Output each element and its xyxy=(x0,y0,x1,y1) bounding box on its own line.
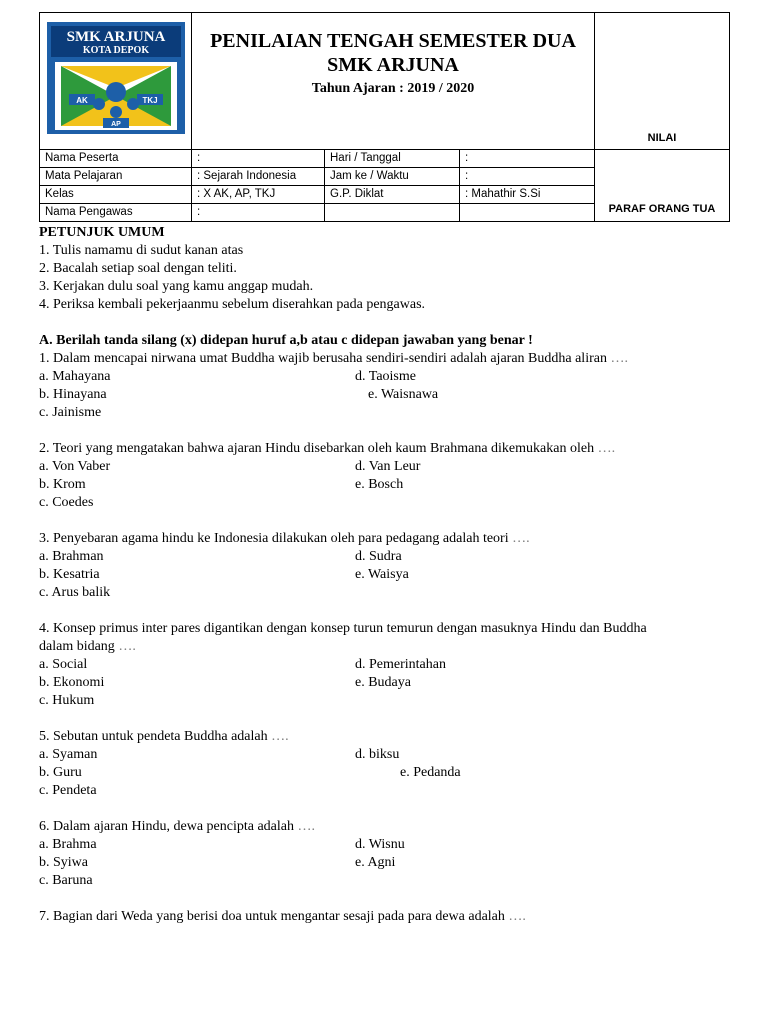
option: d. Sudra xyxy=(355,549,402,564)
question-7: 7. Bagian dari Weda yang berisi doa untuk mengantar sesaji pada para dewa adalah …. xyxy=(39,909,526,924)
petunjuk-title: PETUNJUK UMUM xyxy=(39,225,165,240)
paraf-label: PARAF ORANG TUA xyxy=(608,203,716,215)
option: d. Taoisme xyxy=(355,369,416,384)
petunjuk-item: 3. Kerjakan dulu soal yang kamu anggap mudah. xyxy=(39,279,314,294)
title-cell xyxy=(192,13,595,150)
option: a. Von Vaber xyxy=(39,459,111,474)
option: b. Guru xyxy=(39,765,82,780)
value-nama-peserta: : xyxy=(192,150,325,168)
paraf-cell xyxy=(595,150,730,222)
school-logo xyxy=(47,22,185,134)
value-mata-pelajaran: : Sejarah Indonesia xyxy=(192,168,325,186)
nilai-cell xyxy=(595,13,730,150)
option: c. Hukum xyxy=(39,693,95,708)
value-kelas: : X AK, AP, TKJ xyxy=(192,186,325,204)
petunjuk-item: 1. Tulis namamu di sudut kanan atas xyxy=(39,243,244,258)
logo-city: KOTA DEPOK xyxy=(82,45,149,56)
option: c. Arus balik xyxy=(39,585,111,600)
option: a. Syaman xyxy=(39,747,98,762)
petunjuk-item: 2. Bacalah setiap soal dengan teliti. xyxy=(39,261,237,276)
question-4: 4. Konsep primus inter pares digantikan dengan konsep turun temurun dengan masuknya Hindu dan Buddha xyxy=(39,621,647,636)
option: d. Van Leur xyxy=(355,459,421,474)
label-gp-diklat: G.P. Diklat xyxy=(325,186,460,204)
question-2: 2. Teori yang mengatakan bahwa ajaran Hindu disebarkan oleh kaum Brahmana dikemukakan oleh …. xyxy=(39,441,616,456)
option: c. Pendeta xyxy=(39,783,97,798)
label-jam-waktu: Jam ke / Waktu xyxy=(325,168,460,186)
option: b. Krom xyxy=(39,477,86,492)
question-3: 3. Penyebaran agama hindu ke Indonesia dilakukan oleh para pedagang adalah teori …. xyxy=(39,531,530,546)
option: e. Waisya xyxy=(355,567,409,582)
option: d. Pemerintahan xyxy=(355,657,446,672)
label-kelas: Kelas xyxy=(40,186,192,204)
option: c. Jainisme xyxy=(39,405,102,420)
logo-label-tkj: TKJ xyxy=(141,96,158,105)
value-jam-waktu: : xyxy=(460,168,595,186)
question-6: 6. Dalam ajaran Hindu, dewa pencipta adalah …. xyxy=(39,819,316,834)
empty-cell xyxy=(460,204,595,222)
section-a-title: A. Berilah tanda silang (x) didepan huruf a,b atau c didepan jawaban yang benar ! xyxy=(39,333,533,348)
question-4-cont: dalam bidang …. xyxy=(39,639,136,654)
label-mata-pelajaran: Mata Pelajaran xyxy=(40,168,192,186)
value-nama-pengawas: : xyxy=(192,204,325,222)
option: a. Social xyxy=(39,657,88,672)
exam-content xyxy=(39,224,729,926)
school-title: SMK ARJUNA xyxy=(327,54,459,76)
option: e. Waisnawa xyxy=(368,387,439,402)
value-hari-tanggal: : xyxy=(460,150,595,168)
nilai-label: NILAI xyxy=(647,132,677,144)
option: b. Kesatria xyxy=(39,567,100,582)
option: c. Baruna xyxy=(39,873,93,888)
option: a. Mahayana xyxy=(39,369,111,384)
label-hari-tanggal: Hari / Tanggal xyxy=(325,150,460,168)
option: e. Pedanda xyxy=(400,765,461,780)
option: a. Brahma xyxy=(39,837,97,852)
option: c. Coedes xyxy=(39,495,94,510)
option: a. Brahman xyxy=(39,549,104,564)
option: e. Agni xyxy=(355,855,396,870)
option: b. Ekonomi xyxy=(39,675,105,690)
label-nama-pengawas: Nama Pengawas xyxy=(40,204,192,222)
logo-school-name: SMK ARJUNA xyxy=(66,29,165,45)
exam-title: PENILAIAN TENGAH SEMESTER DUA xyxy=(210,30,576,52)
option: d. Wisnu xyxy=(355,837,405,852)
empty-cell xyxy=(325,204,460,222)
logo-label-ak: AK xyxy=(75,96,88,105)
value-gp-diklat: : Mahathir S.Si xyxy=(460,186,595,204)
question-1: 1. Dalam mencapai nirwana umat Buddha wajib berusaha sendiri-sendiri adalah ajaran Buddha aliran …. xyxy=(39,351,628,366)
option: e. Budaya xyxy=(355,675,411,690)
petunjuk-item: 4. Periksa kembali pekerjaanmu sebelum diserahkan pada pengawas. xyxy=(39,297,426,312)
school-logo-cell xyxy=(40,13,192,150)
option: e. Bosch xyxy=(355,477,404,492)
option: b. Syiwa xyxy=(39,855,88,870)
header-table xyxy=(39,12,730,222)
question-5: 5. Sebutan untuk pendeta Buddha adalah …. xyxy=(39,729,289,744)
option: d. biksu xyxy=(355,747,400,762)
academic-year: Tahun Ajaran : 2019 / 2020 xyxy=(311,81,475,96)
label-nama-peserta: Nama Peserta xyxy=(40,150,192,168)
logo-label-ap: AP xyxy=(110,121,121,128)
option: b. Hinayana xyxy=(39,387,107,402)
